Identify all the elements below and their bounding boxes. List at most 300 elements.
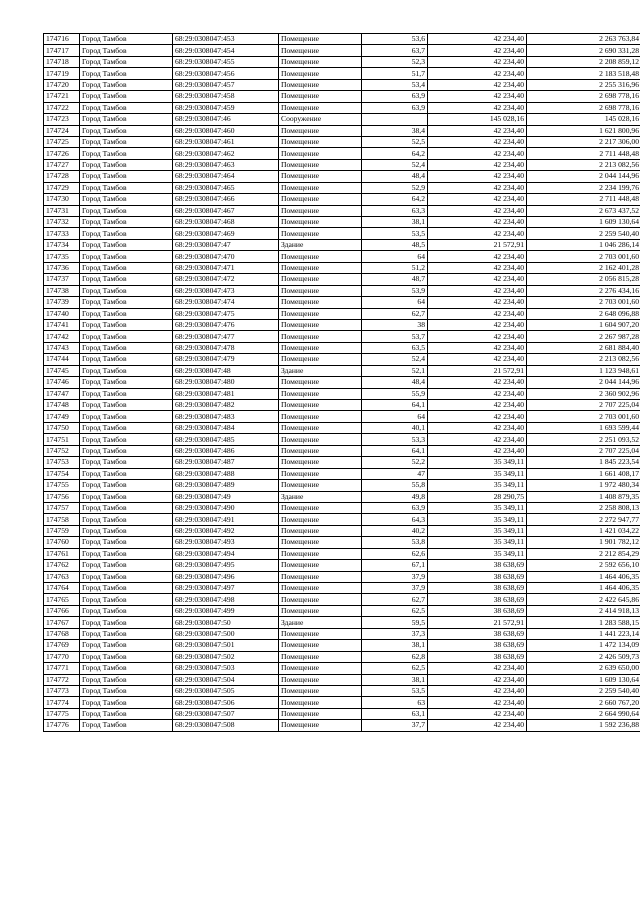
- locality-cell: Город Тамбов: [80, 674, 173, 685]
- row-number-cell: 174751: [44, 434, 80, 445]
- table-row: [44, 148, 640, 159]
- specific-value-cell: 35 349,11: [428, 525, 527, 536]
- row-number-cell: 174764: [44, 583, 80, 594]
- specific-value-cell: 42 234,40: [428, 663, 527, 674]
- row-number-cell: 174776: [44, 720, 80, 731]
- cadastral-value-cell: 2 711 448,48: [527, 148, 640, 159]
- table-row: [44, 45, 640, 56]
- row-number-cell: 174750: [44, 422, 80, 433]
- object-type-cell: Помещение: [279, 45, 362, 56]
- table-row: [44, 514, 640, 525]
- area-cell: 53,5: [362, 685, 428, 696]
- area-cell: 38,1: [362, 674, 428, 685]
- cadastral-value-cell: 1 046 286,14: [527, 239, 640, 250]
- table-row: [44, 171, 640, 182]
- area-cell: 53,8: [362, 537, 428, 548]
- cadastral-value-cell: 2 690 331,28: [527, 45, 640, 56]
- row-number-cell: 174771: [44, 663, 80, 674]
- locality-cell: Город Тамбов: [80, 205, 173, 216]
- row-number-cell: 174746: [44, 377, 80, 388]
- cadastral-number-cell: 68:29:0308047:498: [173, 594, 279, 605]
- cadastral-number-cell: 68:29:0308047:480: [173, 377, 279, 388]
- cadastral-number-cell: 68:29:0308047:508: [173, 720, 279, 731]
- table-row: [44, 159, 640, 170]
- table-row: [44, 91, 640, 102]
- specific-value-cell: 42 234,40: [428, 34, 527, 45]
- row-number-cell: 174722: [44, 102, 80, 113]
- locality-cell: Город Тамбов: [80, 182, 173, 193]
- specific-value-cell: 35 349,11: [428, 514, 527, 525]
- specific-value-cell: 42 234,40: [428, 159, 527, 170]
- cadastral-value-cell: 2 234 199,76: [527, 182, 640, 193]
- locality-cell: Город Тамбов: [80, 308, 173, 319]
- cadastral-number-cell: 68:29:0308047:455: [173, 56, 279, 67]
- row-number-cell: 174728: [44, 171, 80, 182]
- cadastral-value-cell: 1 609 130,64: [527, 217, 640, 228]
- area-cell: 48,5: [362, 239, 428, 250]
- cadastral-value-cell: 2 422 645,86: [527, 594, 640, 605]
- row-number-cell: 174723: [44, 114, 80, 125]
- cadastral-number-cell: 68:29:0308047:454: [173, 45, 279, 56]
- table-row: [44, 114, 640, 125]
- cadastral-number-cell: 68:29:0308047:470: [173, 251, 279, 262]
- object-type-cell: Помещение: [279, 194, 362, 205]
- specific-value-cell: 42 234,40: [428, 251, 527, 262]
- cadastral-value-cell: 1 421 034,22: [527, 525, 640, 536]
- locality-cell: Город Тамбов: [80, 525, 173, 536]
- row-number-cell: 174753: [44, 457, 80, 468]
- row-number-cell: 174735: [44, 251, 80, 262]
- area-cell: 53,6: [362, 34, 428, 45]
- table-row: [44, 685, 640, 696]
- cadastral-value-cell: 2 592 656,10: [527, 560, 640, 571]
- cadastral-number-cell: 68:29:0308047:499: [173, 605, 279, 616]
- specific-value-cell: 35 349,11: [428, 502, 527, 513]
- row-number-cell: 174748: [44, 400, 80, 411]
- specific-value-cell: 42 234,40: [428, 68, 527, 79]
- table-row: [44, 560, 640, 571]
- specific-value-cell: 42 234,40: [428, 262, 527, 273]
- object-type-cell: Помещение: [279, 68, 362, 79]
- table-row: [44, 377, 640, 388]
- locality-cell: Город Тамбов: [80, 114, 173, 125]
- object-type-cell: Помещение: [279, 251, 362, 262]
- row-number-cell: 174775: [44, 708, 80, 719]
- locality-cell: Город Тамбов: [80, 91, 173, 102]
- object-type-cell: Помещение: [279, 697, 362, 708]
- area-cell: 64: [362, 297, 428, 308]
- row-number-cell: 174730: [44, 194, 80, 205]
- locality-cell: Город Тамбов: [80, 571, 173, 582]
- cadastral-number-cell: 68:29:0308047:493: [173, 537, 279, 548]
- row-number-cell: 174740: [44, 308, 80, 319]
- table-row: [44, 583, 640, 594]
- object-type-cell: Помещение: [279, 148, 362, 159]
- row-number-cell: 174756: [44, 491, 80, 502]
- area-cell: 64: [362, 251, 428, 262]
- area-cell: 64: [362, 411, 428, 422]
- area-cell: 62,7: [362, 308, 428, 319]
- object-type-cell: Помещение: [279, 400, 362, 411]
- area-cell: 38,4: [362, 125, 428, 136]
- locality-cell: Город Тамбов: [80, 617, 173, 628]
- locality-cell: Город Тамбов: [80, 583, 173, 594]
- cadastral-value-cell: 2 703 001,60: [527, 251, 640, 262]
- cadastral-number-cell: 68:29:0308047:459: [173, 102, 279, 113]
- object-type-cell: Помещение: [279, 159, 362, 170]
- row-number-cell: 174725: [44, 136, 80, 147]
- area-cell: 64,2: [362, 148, 428, 159]
- area-cell: 38: [362, 319, 428, 330]
- cadastral-value-cell: 2 183 518,48: [527, 68, 640, 79]
- cadastral-value-cell: 2 251 093,52: [527, 434, 640, 445]
- locality-cell: Город Тамбов: [80, 68, 173, 79]
- table-row: [44, 262, 640, 273]
- specific-value-cell: 35 349,11: [428, 548, 527, 559]
- area-cell: 48,4: [362, 171, 428, 182]
- object-type-cell: Помещение: [279, 354, 362, 365]
- row-number-cell: 174757: [44, 502, 80, 513]
- table-row: [44, 331, 640, 342]
- table-row: [44, 342, 640, 353]
- cadastral-number-cell: 68:29:0308047:486: [173, 445, 279, 456]
- specific-value-cell: 42 234,40: [428, 45, 527, 56]
- locality-cell: Город Тамбов: [80, 251, 173, 262]
- table-row: [44, 79, 640, 90]
- table-row: [44, 468, 640, 479]
- area-cell: 37,3: [362, 628, 428, 639]
- object-type-cell: Здание: [279, 239, 362, 250]
- object-type-cell: Помещение: [279, 377, 362, 388]
- row-number-cell: 174773: [44, 685, 80, 696]
- cadastral-number-cell: 68:29:0308047:491: [173, 514, 279, 525]
- document-page: [43, 33, 639, 732]
- specific-value-cell: 35 349,11: [428, 537, 527, 548]
- locality-cell: Город Тамбов: [80, 502, 173, 513]
- cadastral-number-cell: 68:29:0308047:471: [173, 262, 279, 273]
- table-row: [44, 285, 640, 296]
- area-cell: 51,2: [362, 262, 428, 273]
- specific-value-cell: 42 234,40: [428, 171, 527, 182]
- table-row: [44, 205, 640, 216]
- row-number-cell: 174744: [44, 354, 80, 365]
- cadastral-value-cell: 2 703 001,60: [527, 411, 640, 422]
- locality-cell: Город Тамбов: [80, 640, 173, 651]
- locality-cell: Город Тамбов: [80, 548, 173, 559]
- area-cell: [362, 114, 428, 125]
- area-cell: 63,9: [362, 102, 428, 113]
- object-type-cell: Помещение: [279, 651, 362, 662]
- locality-cell: Город Тамбов: [80, 491, 173, 502]
- locality-cell: Город Тамбов: [80, 342, 173, 353]
- row-number-cell: 174718: [44, 56, 80, 67]
- locality-cell: Город Тамбов: [80, 45, 173, 56]
- cadastral-value-cell: 1 972 480,34: [527, 480, 640, 491]
- cadastral-number-cell: 68:29:0308047:462: [173, 148, 279, 159]
- specific-value-cell: 145 028,16: [428, 114, 527, 125]
- specific-value-cell: 38 638,69: [428, 651, 527, 662]
- cadastral-number-cell: 68:29:0308047:475: [173, 308, 279, 319]
- specific-value-cell: 42 234,40: [428, 377, 527, 388]
- locality-cell: Город Тамбов: [80, 285, 173, 296]
- cadastral-number-cell: 68:29:0308047:506: [173, 697, 279, 708]
- object-type-cell: Помещение: [279, 34, 362, 45]
- table-row: [44, 194, 640, 205]
- row-number-cell: 174731: [44, 205, 80, 216]
- specific-value-cell: 42 234,40: [428, 674, 527, 685]
- cadastral-value-cell: 2 414 918,13: [527, 605, 640, 616]
- cadastral-number-cell: 68:29:0308047:489: [173, 480, 279, 491]
- cadastral-number-cell: 68:29:0308047:497: [173, 583, 279, 594]
- cadastral-number-cell: 68:29:0308047:495: [173, 560, 279, 571]
- object-type-cell: Помещение: [279, 228, 362, 239]
- row-number-cell: 174759: [44, 525, 80, 536]
- locality-cell: Город Тамбов: [80, 125, 173, 136]
- cadastral-number-cell: 68:29:0308047:504: [173, 674, 279, 685]
- object-type-cell: Помещение: [279, 262, 362, 273]
- row-number-cell: 174729: [44, 182, 80, 193]
- area-cell: 52,1: [362, 365, 428, 376]
- area-cell: 64,1: [362, 400, 428, 411]
- table-row: [44, 251, 640, 262]
- row-number-cell: 174745: [44, 365, 80, 376]
- area-cell: 63: [362, 697, 428, 708]
- cadastral-number-cell: 68:29:0308047:468: [173, 217, 279, 228]
- row-number-cell: 174760: [44, 537, 80, 548]
- locality-cell: Город Тамбов: [80, 365, 173, 376]
- specific-value-cell: 42 234,40: [428, 285, 527, 296]
- specific-value-cell: 42 234,40: [428, 685, 527, 696]
- cadastral-value-cell: 2 703 001,60: [527, 297, 640, 308]
- specific-value-cell: 21 572,91: [428, 239, 527, 250]
- cadastral-number-cell: 68:29:0308047:490: [173, 502, 279, 513]
- cadastral-number-cell: 68:29:0308047:505: [173, 685, 279, 696]
- cadastral-number-cell: 68:29:0308047:461: [173, 136, 279, 147]
- object-type-cell: Помещение: [279, 628, 362, 639]
- row-number-cell: 174769: [44, 640, 80, 651]
- specific-value-cell: 42 234,40: [428, 354, 527, 365]
- specific-value-cell: 35 349,11: [428, 480, 527, 491]
- locality-cell: Город Тамбов: [80, 594, 173, 605]
- row-number-cell: 174739: [44, 297, 80, 308]
- table-row: [44, 411, 640, 422]
- specific-value-cell: 38 638,69: [428, 571, 527, 582]
- locality-cell: Город Тамбов: [80, 628, 173, 639]
- locality-cell: Город Тамбов: [80, 102, 173, 113]
- specific-value-cell: 42 234,40: [428, 125, 527, 136]
- locality-cell: Город Тамбов: [80, 720, 173, 731]
- cadastral-value-cell: 2 426 509,73: [527, 651, 640, 662]
- table-row: [44, 491, 640, 502]
- locality-cell: Город Тамбов: [80, 400, 173, 411]
- object-type-cell: Помещение: [279, 685, 362, 696]
- table-row: [44, 388, 640, 399]
- cadastral-value-cell: 2 660 767,20: [527, 697, 640, 708]
- cadastral-number-cell: 68:29:0308047:476: [173, 319, 279, 330]
- cadastral-value-cell: 2 272 947,77: [527, 514, 640, 525]
- cadastral-number-cell: 68:29:0308047:500: [173, 628, 279, 639]
- cadastral-number-cell: 68:29:0308047:47: [173, 239, 279, 250]
- specific-value-cell: 42 234,40: [428, 422, 527, 433]
- locality-cell: Город Тамбов: [80, 56, 173, 67]
- specific-value-cell: 42 234,40: [428, 194, 527, 205]
- specific-value-cell: 42 234,40: [428, 308, 527, 319]
- locality-cell: Город Тамбов: [80, 434, 173, 445]
- table-row: [44, 308, 640, 319]
- specific-value-cell: 42 234,40: [428, 331, 527, 342]
- row-number-cell: 174754: [44, 468, 80, 479]
- row-number-cell: 174762: [44, 560, 80, 571]
- specific-value-cell: 38 638,69: [428, 594, 527, 605]
- cadastral-value-cell: 1 464 406,35: [527, 571, 640, 582]
- object-type-cell: Помещение: [279, 674, 362, 685]
- row-number-cell: 174758: [44, 514, 80, 525]
- cadastral-number-cell: 68:29:0308047:467: [173, 205, 279, 216]
- cadastral-number-cell: 68:29:0308047:494: [173, 548, 279, 559]
- area-cell: 48,4: [362, 377, 428, 388]
- cadastral-value-cell: 2 258 808,13: [527, 502, 640, 513]
- cadastral-number-cell: 68:29:0308047:487: [173, 457, 279, 468]
- object-type-cell: Здание: [279, 491, 362, 502]
- cadastral-value-cell: 1 609 130,64: [527, 674, 640, 685]
- object-type-cell: Помещение: [279, 342, 362, 353]
- object-type-cell: Помещение: [279, 79, 362, 90]
- object-type-cell: Помещение: [279, 525, 362, 536]
- cadastral-number-cell: 68:29:0308047:503: [173, 663, 279, 674]
- object-type-cell: Помещение: [279, 583, 362, 594]
- table-row: [44, 663, 640, 674]
- row-number-cell: 174720: [44, 79, 80, 90]
- table-row: [44, 319, 640, 330]
- object-type-cell: Помещение: [279, 331, 362, 342]
- cadastral-value-cell: 1 123 948,61: [527, 365, 640, 376]
- cadastral-number-cell: 68:29:0308047:501: [173, 640, 279, 651]
- object-type-cell: Помещение: [279, 217, 362, 228]
- cadastral-value-cell: 2 208 859,12: [527, 56, 640, 67]
- area-cell: 37,9: [362, 583, 428, 594]
- locality-cell: Город Тамбов: [80, 480, 173, 491]
- object-type-cell: Помещение: [279, 548, 362, 559]
- cadastral-number-cell: 68:29:0308047:485: [173, 434, 279, 445]
- row-number-cell: 174734: [44, 239, 80, 250]
- area-cell: 67,1: [362, 560, 428, 571]
- object-type-cell: Помещение: [279, 91, 362, 102]
- table-row: [44, 102, 640, 113]
- area-cell: 38,1: [362, 640, 428, 651]
- specific-value-cell: 42 234,40: [428, 148, 527, 159]
- specific-value-cell: 38 638,69: [428, 583, 527, 594]
- specific-value-cell: 28 290,75: [428, 491, 527, 502]
- cadastral-value-cell: 2 673 437,52: [527, 205, 640, 216]
- object-type-cell: Помещение: [279, 274, 362, 285]
- object-type-cell: Помещение: [279, 571, 362, 582]
- row-number-cell: 174726: [44, 148, 80, 159]
- cadastral-value-cell: 2 648 096,88: [527, 308, 640, 319]
- locality-cell: Город Тамбов: [80, 171, 173, 182]
- row-number-cell: 174772: [44, 674, 80, 685]
- object-type-cell: Помещение: [279, 297, 362, 308]
- locality-cell: Город Тамбов: [80, 297, 173, 308]
- locality-cell: Город Тамбов: [80, 354, 173, 365]
- table-row: [44, 217, 640, 228]
- cadastral-number-cell: 68:29:0308047:465: [173, 182, 279, 193]
- object-type-cell: Помещение: [279, 422, 362, 433]
- locality-cell: Город Тамбов: [80, 468, 173, 479]
- specific-value-cell: 42 234,40: [428, 217, 527, 228]
- row-number-cell: 174767: [44, 617, 80, 628]
- specific-value-cell: 38 638,69: [428, 628, 527, 639]
- locality-cell: Город Тамбов: [80, 411, 173, 422]
- area-cell: 40,1: [362, 422, 428, 433]
- row-number-cell: 174721: [44, 91, 80, 102]
- cadastral-number-cell: 68:29:0308047:479: [173, 354, 279, 365]
- locality-cell: Город Тамбов: [80, 514, 173, 525]
- cadastral-number-cell: 68:29:0308047:456: [173, 68, 279, 79]
- area-cell: 63,9: [362, 502, 428, 513]
- locality-cell: Город Тамбов: [80, 388, 173, 399]
- specific-value-cell: 42 234,40: [428, 136, 527, 147]
- cadastral-value-cell: 1 408 879,35: [527, 491, 640, 502]
- specific-value-cell: 42 234,40: [428, 388, 527, 399]
- cadastral-value-cell: 2 259 540,40: [527, 685, 640, 696]
- row-number-cell: 174727: [44, 159, 80, 170]
- area-cell: 47: [362, 468, 428, 479]
- specific-value-cell: 38 638,69: [428, 640, 527, 651]
- object-type-cell: Помещение: [279, 102, 362, 113]
- table-row: [44, 605, 640, 616]
- cadastral-value-cell: 1 604 907,20: [527, 319, 640, 330]
- cadastral-value-cell: 2 056 815,28: [527, 274, 640, 285]
- specific-value-cell: 42 234,40: [428, 720, 527, 731]
- area-cell: 49,8: [362, 491, 428, 502]
- cadastral-number-cell: 68:29:0308047:507: [173, 708, 279, 719]
- table-row: [44, 125, 640, 136]
- area-cell: 51,7: [362, 68, 428, 79]
- object-type-cell: Помещение: [279, 445, 362, 456]
- table-row: [44, 239, 640, 250]
- area-cell: 64,3: [362, 514, 428, 525]
- cadastral-number-cell: 68:29:0308047:481: [173, 388, 279, 399]
- cadastral-number-cell: 68:29:0308047:453: [173, 34, 279, 45]
- locality-cell: Город Тамбов: [80, 148, 173, 159]
- object-type-cell: Помещение: [279, 308, 362, 319]
- specific-value-cell: 42 234,40: [428, 91, 527, 102]
- locality-cell: Город Тамбов: [80, 262, 173, 273]
- locality-cell: Город Тамбов: [80, 663, 173, 674]
- area-cell: 55,9: [362, 388, 428, 399]
- cadastral-value-cell: 2 711 448,48: [527, 194, 640, 205]
- locality-cell: Город Тамбов: [80, 159, 173, 170]
- object-type-cell: Помещение: [279, 720, 362, 731]
- row-number-cell: 174755: [44, 480, 80, 491]
- row-number-cell: 174768: [44, 628, 80, 639]
- locality-cell: Город Тамбов: [80, 79, 173, 90]
- locality-cell: Город Тамбов: [80, 445, 173, 456]
- cadastral-number-cell: 68:29:0308047:488: [173, 468, 279, 479]
- locality-cell: Город Тамбов: [80, 228, 173, 239]
- cadastral-number-cell: 68:29:0308047:469: [173, 228, 279, 239]
- table-row: [44, 422, 640, 433]
- locality-cell: Город Тамбов: [80, 708, 173, 719]
- row-number-cell: 174749: [44, 411, 80, 422]
- object-type-cell: Помещение: [279, 560, 362, 571]
- locality-cell: Город Тамбов: [80, 457, 173, 468]
- object-type-cell: Помещение: [279, 136, 362, 147]
- area-cell: 63,5: [362, 342, 428, 353]
- cadastral-value-cell: 2 259 540,40: [527, 228, 640, 239]
- locality-cell: Город Тамбов: [80, 605, 173, 616]
- table-row: [44, 674, 640, 685]
